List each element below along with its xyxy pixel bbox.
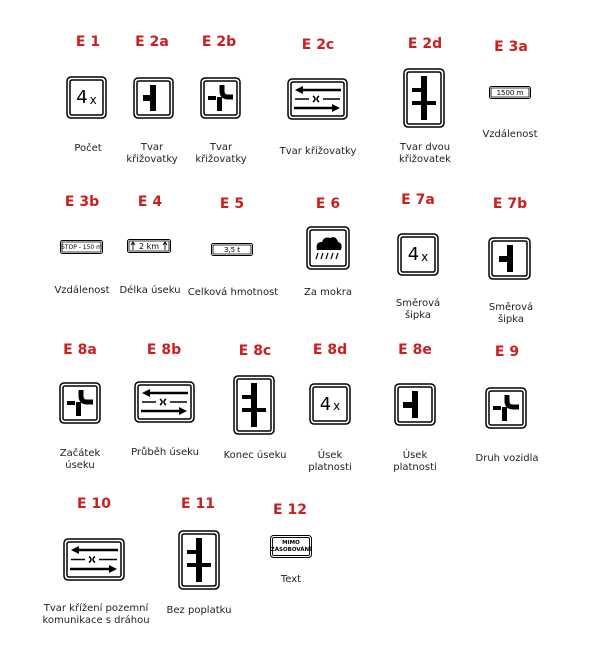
plate-number: 4: [407, 244, 420, 265]
sign-label: Celková hmotnost: [187, 287, 279, 298]
sign-label: Směrová šipka: [395, 298, 441, 321]
sign-code: E 3b: [64, 194, 100, 210]
plate-text: 3,5 t: [223, 245, 241, 254]
sign-code: E 8e: [398, 342, 432, 358]
sign-code: E 6: [315, 196, 341, 212]
sign-label: Bez poplatku: [166, 605, 232, 616]
sign-label: Druh vozidla: [475, 453, 539, 464]
sign-code: E 2a: [135, 34, 169, 50]
sign-e7b-junction: [488, 237, 531, 280]
sign-label: Začátek úseku: [59, 448, 101, 471]
sign-label: Tvar křižovatky: [126, 142, 178, 165]
sign-label: Směrová šipka: [488, 302, 534, 325]
plate-number: 4: [76, 87, 88, 108]
sign-code: E 2d: [407, 36, 443, 52]
sign-e7a-plate: [397, 233, 439, 276]
sign-code: E 8c: [238, 343, 272, 359]
sign-e8e-junction: [394, 383, 436, 426]
sign-e2a-junction: [133, 77, 174, 119]
plate-text: STOP - 150 m: [61, 243, 102, 251]
sign-code: E 1: [75, 34, 101, 50]
sign-label: Za mokra: [303, 287, 353, 298]
sign-e8c-two-junctions: [233, 375, 275, 435]
sign-e11-two-junctions: [178, 530, 220, 590]
plate-text: 1500 m: [496, 88, 524, 97]
plate-text: 2 km: [138, 241, 160, 251]
sign-e2d-two-junctions: [403, 68, 445, 128]
sign-label: Vzdálenost: [482, 129, 538, 140]
sign-e6-wet-road: [306, 226, 350, 270]
sign-label: Tvar dvou křižovatek: [399, 142, 451, 165]
sign-label: Délka úseku: [119, 285, 181, 296]
sign-code: E 9: [494, 344, 520, 360]
sign-code: E 4: [137, 194, 163, 210]
sign-code: E 5: [219, 196, 245, 212]
sign-code: E 8b: [146, 342, 182, 358]
sign-code: E 12: [273, 502, 307, 518]
sign-e8b-rail-crossing: [134, 381, 195, 423]
sign-label: Text: [280, 574, 302, 585]
sign-e3b-plate: [60, 240, 103, 254]
sign-label: Úsek platnosti: [308, 450, 352, 473]
sign-code: E 2c: [301, 37, 335, 53]
sign-label: Úsek platnosti: [393, 450, 437, 473]
sign-code: E 10: [77, 496, 111, 512]
sign-code: E 8d: [312, 342, 348, 358]
sign-code: E 2b: [201, 34, 237, 50]
sign-e12-text-plate: [270, 535, 312, 558]
sign-code: E 11: [181, 496, 215, 512]
sign-label: Vzdálenost: [54, 285, 110, 296]
sign-e3a-plate: [489, 86, 531, 99]
sign-label: Počet: [74, 143, 102, 154]
plate-suffix: x: [333, 399, 341, 413]
sign-code: E 8a: [63, 342, 97, 358]
plate-line: MIMO: [282, 539, 300, 546]
sign-code: E 3a: [494, 39, 528, 55]
sign-label: Konec úseku: [223, 450, 287, 461]
sign-code: E 7a: [401, 192, 435, 208]
sign-e2c-rail-crossing: [287, 78, 348, 120]
plate-line: ZÁSOBOVÁNÍ: [270, 546, 312, 553]
sign-label: Průběh úseku: [131, 447, 199, 458]
sign-e8d-plate: [309, 383, 351, 425]
plate-suffix: x: [421, 249, 429, 264]
sign-e1-plate: [66, 76, 107, 119]
sign-label: Tvar křižovatky: [279, 146, 357, 157]
plate-number: 4: [319, 393, 332, 415]
sign-code: E 7b: [492, 196, 528, 212]
sign-label: Tvar křížení pozemní komunikace s dráhou: [42, 603, 150, 626]
sign-e4-plate: [127, 239, 171, 253]
sign-label: Tvar křižovatky: [195, 142, 247, 165]
sign-e9-junction: [485, 387, 527, 429]
sign-e5-plate: [211, 243, 253, 256]
plate-suffix: x: [89, 92, 97, 107]
sign-e8a-junction: [59, 382, 101, 424]
sign-e10-rail-crossing: [63, 538, 125, 581]
sign-e2b-junction: [200, 77, 241, 119]
